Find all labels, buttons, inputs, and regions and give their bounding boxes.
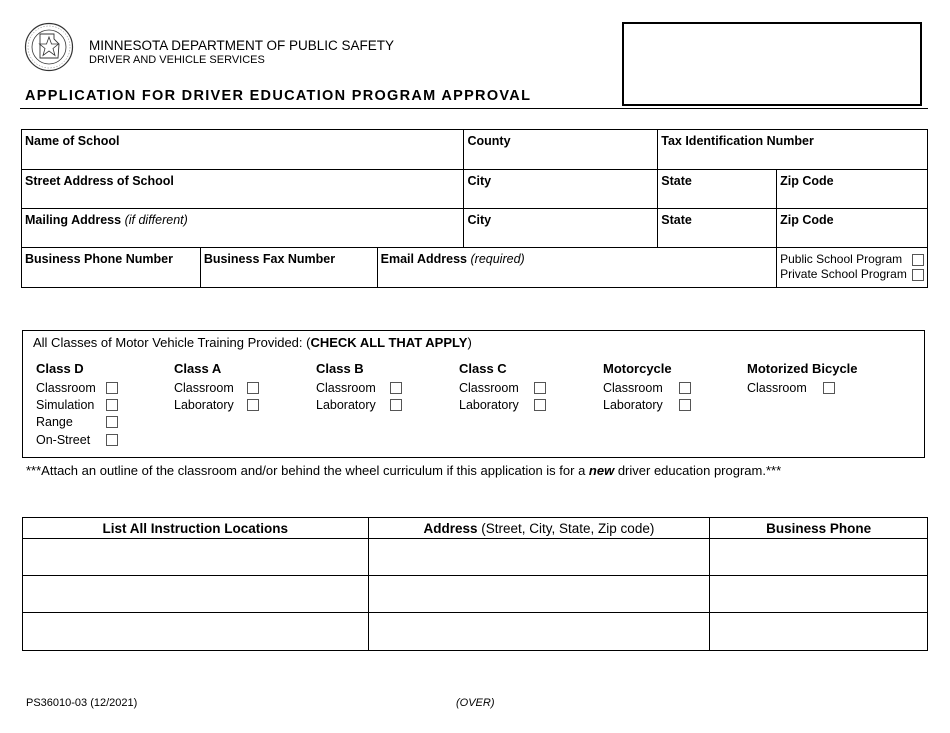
title-divider — [20, 108, 928, 109]
address-cell[interactable] — [368, 613, 710, 651]
public-school-label: Public School Program — [780, 252, 903, 266]
class-b-title: Class B — [316, 361, 364, 376]
table-row — [23, 613, 928, 651]
mailing-address-field[interactable] — [22, 209, 464, 248]
mailing-state-label: State — [661, 213, 692, 227]
location-cell[interactable] — [23, 576, 369, 613]
private-school-checkbox[interactable] — [912, 269, 924, 281]
class-d-simulation-checkbox[interactable] — [106, 399, 118, 411]
email-label: Email Address (required) — [380, 252, 525, 266]
motorized-bicycle-classroom-checkbox[interactable] — [823, 382, 835, 394]
program-type-cell — [777, 248, 928, 288]
motorcycle-column — [603, 361, 691, 414]
public-school-option — [780, 252, 924, 267]
class-b-classroom-checkbox[interactable] — [390, 382, 402, 394]
public-school-checkbox[interactable] — [912, 254, 924, 266]
private-school-label: Private School Program — [780, 267, 907, 281]
state-field[interactable] — [658, 170, 777, 209]
motorcycle-laboratory-checkbox[interactable] — [679, 399, 691, 411]
over-indicator: (OVER) — [456, 697, 495, 709]
phone-cell[interactable] — [710, 539, 928, 576]
motorized-bicycle-title: Motorized Bicycle — [747, 361, 858, 376]
school-name-field[interactable] — [22, 130, 464, 170]
address-header: Address (Street, City, State, Zip code) — [368, 518, 710, 539]
zip-label: Zip Code — [780, 174, 834, 188]
class-c-classroom-option: Classroom — [459, 379, 546, 396]
city-label: City — [467, 174, 492, 188]
class-d-simulation-option: Simulation — [36, 396, 118, 413]
form-number: PS36010-03 (12/2021) — [26, 697, 138, 709]
class-b-classroom-option: Classroom — [316, 379, 402, 396]
class-a-column — [174, 361, 259, 414]
motorized-bicycle-column — [747, 361, 858, 396]
state-seal-icon — [24, 22, 74, 72]
motorcycle-classroom-checkbox[interactable] — [679, 382, 691, 394]
agency-name: MINNESOTA DEPARTMENT OF PUBLIC SAFETY — [89, 38, 395, 53]
mailing-city-label: City — [467, 213, 492, 227]
locations-header: List All Instruction Locations — [23, 518, 369, 539]
class-b-column — [316, 361, 402, 414]
class-a-laboratory-option: Laboratory — [174, 396, 259, 413]
private-school-option — [780, 267, 924, 282]
county-label: County — [467, 134, 511, 148]
training-classes-box — [22, 330, 925, 458]
location-cell[interactable] — [23, 613, 369, 651]
motorized-bicycle-classroom-option: Classroom — [747, 379, 858, 396]
mailing-zip-label: Zip Code — [780, 213, 834, 227]
class-b-laboratory-option: Laboratory — [316, 396, 402, 413]
zip-field[interactable] — [777, 170, 928, 209]
business-phone-field[interactable] — [22, 248, 201, 288]
phone-cell[interactable] — [710, 576, 928, 613]
class-b-laboratory-checkbox[interactable] — [390, 399, 402, 411]
table-row — [23, 539, 928, 576]
class-d-range-checkbox[interactable] — [106, 416, 118, 428]
class-c-laboratory-checkbox[interactable] — [534, 399, 546, 411]
form-title: APPLICATION FOR DRIVER EDUCATION PROGRAM APPROVAL — [25, 88, 532, 104]
business-fax-label: Business Fax Number — [203, 252, 336, 266]
school-info-table — [21, 129, 928, 288]
classes-heading: All Classes of Motor Vehicle Training Provided: (CHECK ALL THAT APPLY) — [33, 335, 472, 350]
address-cell[interactable] — [368, 576, 710, 613]
state-label: State — [661, 174, 692, 188]
class-d-title: Class D — [36, 361, 84, 376]
office-use-box — [622, 22, 922, 106]
county-field[interactable] — [464, 130, 658, 170]
class-d-on-street-option: On-Street — [36, 431, 118, 448]
street-address-label: Street Address of School — [25, 174, 174, 188]
instruction-locations-table — [22, 517, 928, 651]
location-cell[interactable] — [23, 539, 369, 576]
class-a-classroom-checkbox[interactable] — [247, 382, 259, 394]
school-name-label: Name of School — [25, 134, 120, 148]
class-c-laboratory-option: Laboratory — [459, 396, 546, 413]
curriculum-note: ***Attach an outline of the classroom and/or behind the wheel curriculum if this application is for a new driver education program.*** — [26, 463, 782, 478]
class-d-classroom-checkbox[interactable] — [106, 382, 118, 394]
business-fax-field[interactable] — [200, 248, 377, 288]
table-row — [23, 576, 928, 613]
mailing-city-field[interactable] — [464, 209, 658, 248]
phone-cell[interactable] — [710, 613, 928, 651]
motorcycle-title: Motorcycle — [603, 361, 672, 376]
mailing-address-label: Mailing Address (if different) — [25, 213, 188, 227]
class-c-column — [459, 361, 546, 414]
motorcycle-classroom-option: Classroom — [603, 379, 691, 396]
mailing-state-field[interactable] — [658, 209, 777, 248]
business-phone-label: Business Phone Number — [25, 252, 173, 266]
class-d-column — [36, 361, 118, 448]
class-c-classroom-checkbox[interactable] — [534, 382, 546, 394]
tax-id-label: Tax Identification Number — [661, 134, 814, 148]
class-a-laboratory-checkbox[interactable] — [247, 399, 259, 411]
business-phone-header: Business Phone — [710, 518, 928, 539]
class-a-title: Class A — [174, 361, 222, 376]
tax-id-field[interactable] — [658, 130, 928, 170]
class-a-classroom-option: Classroom — [174, 379, 259, 396]
mailing-zip-field[interactable] — [777, 209, 928, 248]
email-field[interactable] — [377, 248, 776, 288]
class-d-classroom-option: Classroom — [36, 379, 118, 396]
motorcycle-laboratory-option: Laboratory — [603, 396, 691, 413]
class-d-on-street-checkbox[interactable] — [106, 434, 118, 446]
address-cell[interactable] — [368, 539, 710, 576]
class-c-title: Class C — [459, 361, 507, 376]
class-d-range-option: Range — [36, 414, 118, 431]
city-field[interactable] — [464, 170, 658, 209]
division-name: DRIVER AND VEHICLE SERVICES — [89, 54, 265, 66]
street-address-field[interactable] — [22, 170, 464, 209]
